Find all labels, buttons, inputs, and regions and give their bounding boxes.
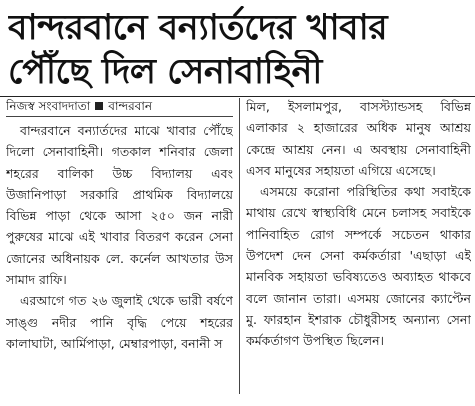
article-paragraph: এসময়ে করোনা পরিস্থিতির কথা সবাইকে মাথায় রেখে স্বাস্থ্যবিধি মেনে চলাসহ সবাইকে পানিবাহিত রোগ সম্পর্কে সচেতন থাকার উপদেশ দেন সেনা কর্মকর্তারা 'এছাড়া এই মানবিক সহায়তা ভবিষ্যতেও অব্যাহত থাকবে বলে জানান তারা। এসময় জোনের ক্যাপ্টেন মু. ফারহান ইশরাক চৌধুরীসহ অন্যান্য সেনা কর্মকর্তাগণ উপস্থিত ছিলেন। xyxy=(246,184,471,349)
square-bullet-icon xyxy=(95,102,103,110)
column-divider xyxy=(239,98,240,394)
article-paragraph: বান্দরবানে বন্যার্তদের মাঝে খাবার পৌঁছে দিলো সেনাবাহিনী। গতকাল শনিবার জেলা শহরের বালিকা উচ্চ বিদ্যালয় এবং উজানিপাড়া সরকারি প্রাথমিক বিদ্যালয়ে বিভিন্ন পাড়া থেকে আসা ২৫০ জন নারী পুরুষের মাঝে এই খাবার বিতরণ করেন সেনা জোনের অধিনায়ক লে. কর্নেল আখতার উস সামাদ রাফি। xyxy=(6,123,233,288)
article-paragraph: এরআগে গত ২৬ জুলাই থেকে ভারী বর্ষণে সাঙ্গু নদীর পানি বৃদ্ধি পেয়ে শহরের কালাঘাটা, আর্মিপাড়া, মেম্বারপাড়া, বনানী স xyxy=(6,293,233,351)
byline xyxy=(6,96,233,117)
article-paragraph: মিল, ইসলামপুর, বাসস্ট্যান্ডসহ বিভিন্ন এলাকার ২ হাজারের অধিক মানুষ আশ্রয় কেন্দ্রে আশ্রয় নেন। এ অবস্থায় সেনাবাহিনী এসব মানুষের সহায়তা এগিয়ে এসেছে। xyxy=(246,99,471,178)
headline-line-1: বান্দরবানে বন্যার্তদের খাবার xyxy=(8,8,388,48)
byline-location: বান্দরবান xyxy=(108,98,152,113)
right-column xyxy=(246,96,471,402)
left-column xyxy=(6,96,233,402)
byline-reporter: নিজস্ব সংবাদদাতা xyxy=(6,98,91,113)
headline-line-2: পৌঁছে দিল সেনাবাহিনী xyxy=(8,52,322,92)
